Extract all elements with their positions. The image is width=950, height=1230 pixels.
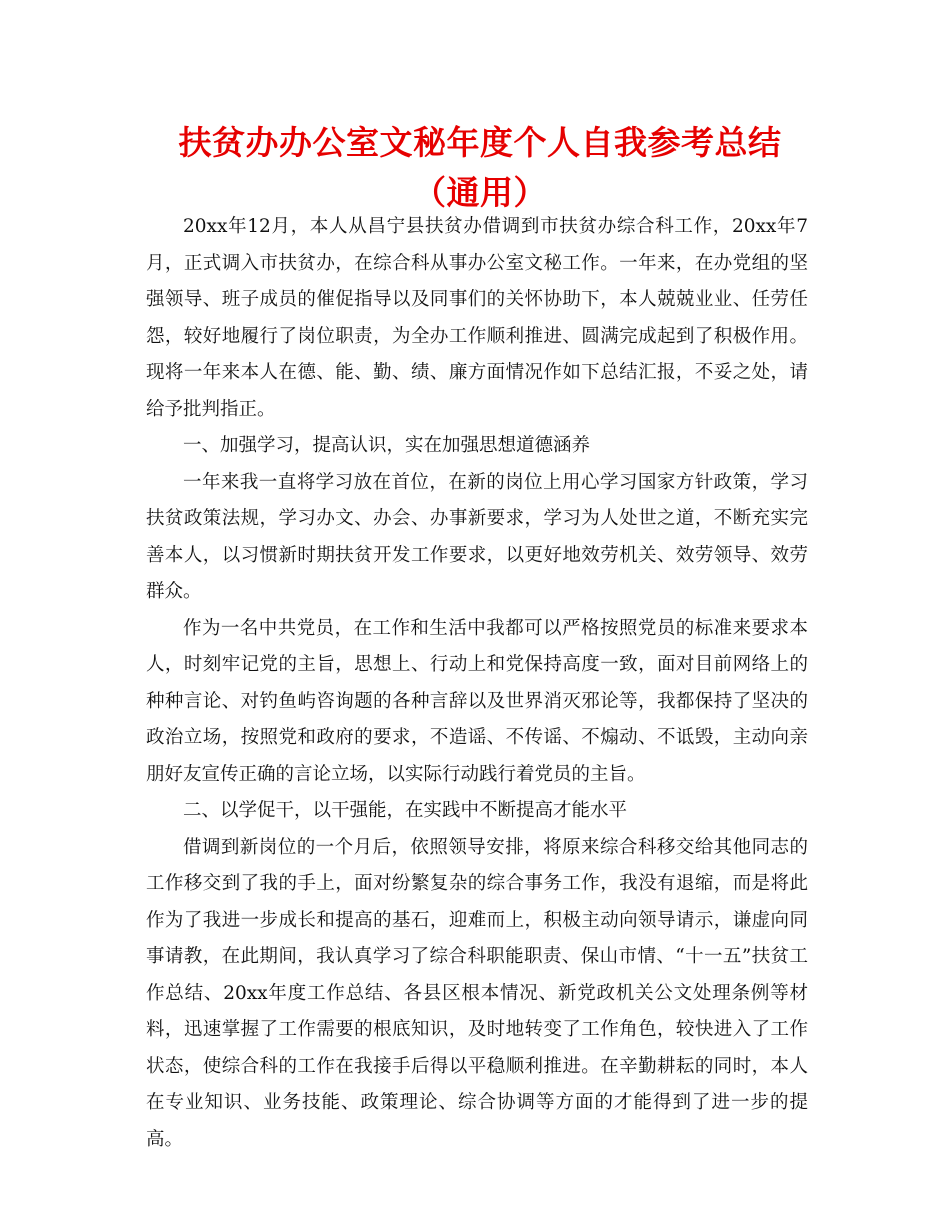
intro-paragraph: 20xx年12月，本人从昌宁县扶贫办借调到市扶贫办综合科工作，20xx年7月，正式调入市扶贫办，在综合科从事办公室文秘工作。一年来，在办党组的坚强领导、班子成员的催促指导以及同事们的关怀协助下，本人兢兢业业、任劳任怨，较好地履行了岗位职责，为全办工作顺利推进、圆满完成起到了积极作用。现将一年来本人在德、能、勤、绩、廉方面情况作如下总结汇报，不妥之处，请给予批判指正。 bbox=[146, 216, 808, 420]
document-title: 扶贫办办公室文秘年度个人自我参考总结（通用） bbox=[178, 123, 782, 212]
document-body bbox=[146, 209, 808, 1158]
section-heading-1: 一、加强学习，提高认识，实在加强思想道德涵养 bbox=[183, 435, 591, 456]
section-heading-2: 二、以学促干，以干强能，在实践中不断提高才能水平 bbox=[183, 800, 628, 821]
body-paragraph: 一年来我一直将学习放在首位，在新的岗位上用心学习国家方针政策，学习扶贫政策法规，学习办文、办会、办事新要求，学习为人处世之道，不断充实完善本人，以习惯新时期扶贫开发工作要求，以更好地效劳机关、效劳领导、效劳群众。 bbox=[146, 471, 808, 602]
body-paragraph: 借调到新岗位的一个月后，依照领导安排，将原来综合科移交给其他同志的工作移交到了我的手上，面对纷繁复杂的综合事务工作，我没有退缩，而是将此作为了我进一步成长和提高的基石，迎难而上，积极主动向领导请示，谦虚向同事请教，在此期间，我认真学习了综合科职能职责、保山市情、“十一五”扶贫工作总结、20xx年度工作总结、各县区根本情况、新党政机关公文处理条例等材料，迅速掌握了工作需要的根底知识，及时地转变了工作角色，较快进入了工作状态，使综合科的工作在我接手后得以平稳顺利推进。在辛勤耕耘的同时，本人在专业知识、业务技能、政策理论、综合协调等方面的才能得到了进一步的提高。 bbox=[146, 836, 808, 1150]
body-paragraph: 作为一名中共党员，在工作和生活中我都可以严格按照党员的标准来要求本人，时刻牢记党的主旨，思想上、行动上和党保持高度一致，面对目前网络上的种种言论、对钓鱼屿咨询题的各种言辞以及世界消灭邪论等，我都保持了坚决的政治立场，按照党和政府的要求，不造谣、不传谣、不煽动、不诋毁，主动向亲朋好友宣传正确的言论立场，以实际行动践行着党员的主旨。 bbox=[146, 617, 808, 785]
